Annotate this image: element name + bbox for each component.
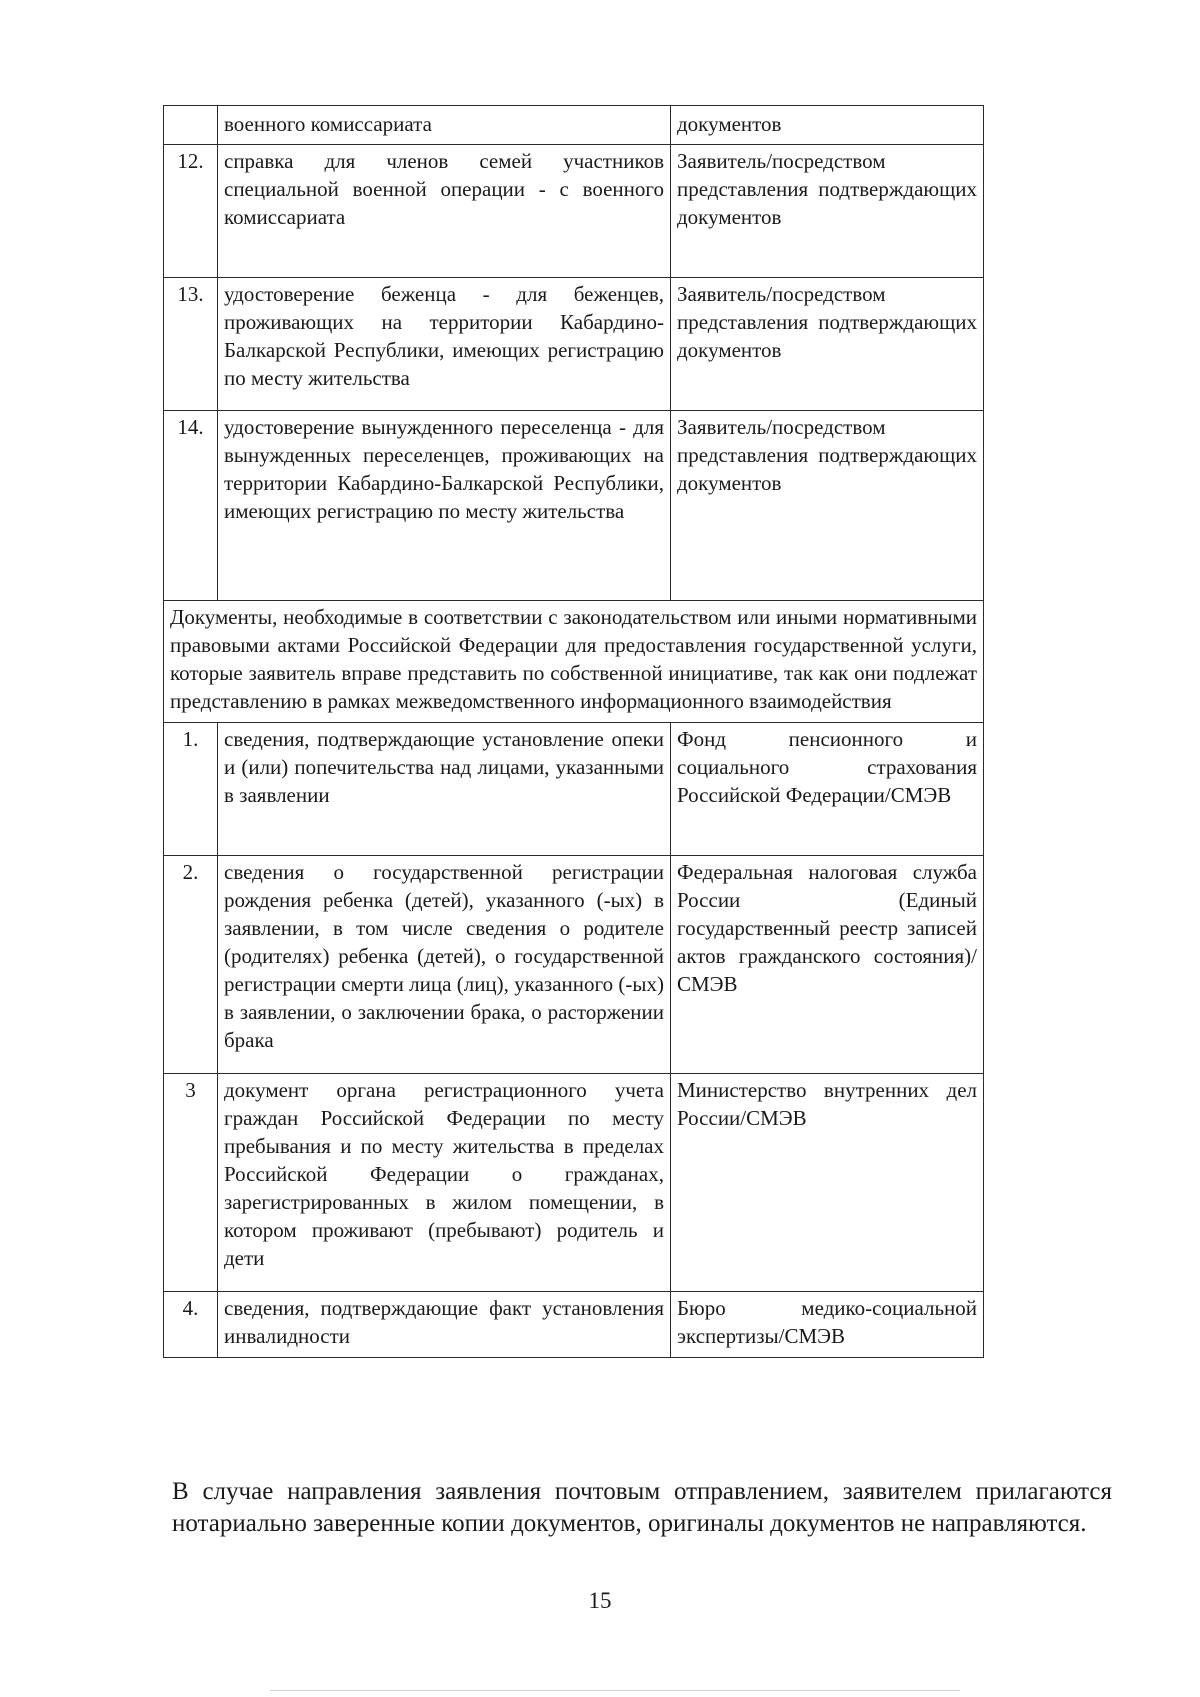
row-source: документов xyxy=(671,106,984,145)
row-document: сведения, подтверждающие факт установления инвалидности xyxy=(218,1292,671,1358)
row-document: сведения о государственной регистрации рождения ребенка (детей), указанного (-ых) в заявлении, в том числе сведения о родителе (родителях) ребенка (детей), о государственной регистрации смерти лица (лиц), указанного (-ых) в заявлении, о заключении брака, о расторжении брака xyxy=(218,856,671,1074)
table-row xyxy=(164,411,984,601)
row-number: 13. xyxy=(164,278,218,411)
row-document: удостоверение беженца - для беженцев, проживающих на территории Кабардино-Балкарской Республики, имеющих регистрацию по месту жительства xyxy=(218,278,671,411)
table-row xyxy=(164,1292,984,1358)
page-number: 15 xyxy=(588,1588,612,1613)
section-header: Документы, необходимые в соответствии с законодательством или иными нормативными правовыми актами Российской Федерации для предоставления государственной услуги, которые заявитель вправе представить по собственной инициативе, так как они подлежат представлению в рамках межведомственного информационного взаимодействия xyxy=(164,601,984,723)
row-source: Бюро медико-социальной экспертизы/СМЭВ xyxy=(671,1292,984,1358)
row-number: 4. xyxy=(164,1292,218,1358)
row-number xyxy=(164,106,218,145)
row-source: Заявитель/посредством представления подтверждающих документов xyxy=(671,411,984,601)
table-row xyxy=(164,145,984,278)
table-row xyxy=(164,856,984,1074)
table-row xyxy=(164,1074,984,1292)
row-document: документ органа регистрационного учета граждан Российской Федерации по месту пребывания и по месту жительства в пределах Российской Федерации о гражданах, зарегистрированных в жилом помещении, в котором проживают (пребывают) родитель и дети xyxy=(218,1074,671,1292)
documents-table xyxy=(163,105,984,1358)
row-source: Заявитель/посредством представления подтверждающих документов xyxy=(671,145,984,278)
row-source: Министерство внутренних дел России/СМЭВ xyxy=(671,1074,984,1292)
row-document: удостоверение вынужденного переселенца - для вынужденных переселенцев, проживающих на территории Кабардино-Балкарской Республики, имеющих регистрацию по месту жительства xyxy=(218,411,671,601)
row-source: Фонд пенсионного и социального страхования Российской Федерации/СМЭВ xyxy=(671,723,984,856)
row-document: сведения, подтверждающие установление опеки и (или) попечительства над лицами, указанными в заявлении xyxy=(218,723,671,856)
row-document: военного комиссариата xyxy=(218,106,671,145)
row-document: справка для членов семей участников специальной военной операции - с военного комиссариата xyxy=(218,145,671,278)
row-source: Федеральная налоговая служба России (Единый государственный реестр записей актов гражданского состояния)/СМЭВ xyxy=(671,856,984,1074)
postal-note-paragraph: В случае направления заявления почтовым отправлением, заявителем прилагаются нотариально заверенные копии документов, оригиналы документов не направляются. xyxy=(172,1478,1112,1537)
row-source: Заявитель/посредством представления подтверждающих документов xyxy=(671,278,984,411)
section-header-row xyxy=(164,601,984,723)
row-number: 3 xyxy=(164,1074,218,1292)
row-number: 14. xyxy=(164,411,218,601)
table-row xyxy=(164,278,984,411)
table-row xyxy=(164,106,984,145)
row-number: 12. xyxy=(164,145,218,278)
row-number: 1. xyxy=(164,723,218,856)
row-number: 2. xyxy=(164,856,218,1074)
scan-edge-line xyxy=(270,1690,960,1691)
table-row xyxy=(164,723,984,856)
